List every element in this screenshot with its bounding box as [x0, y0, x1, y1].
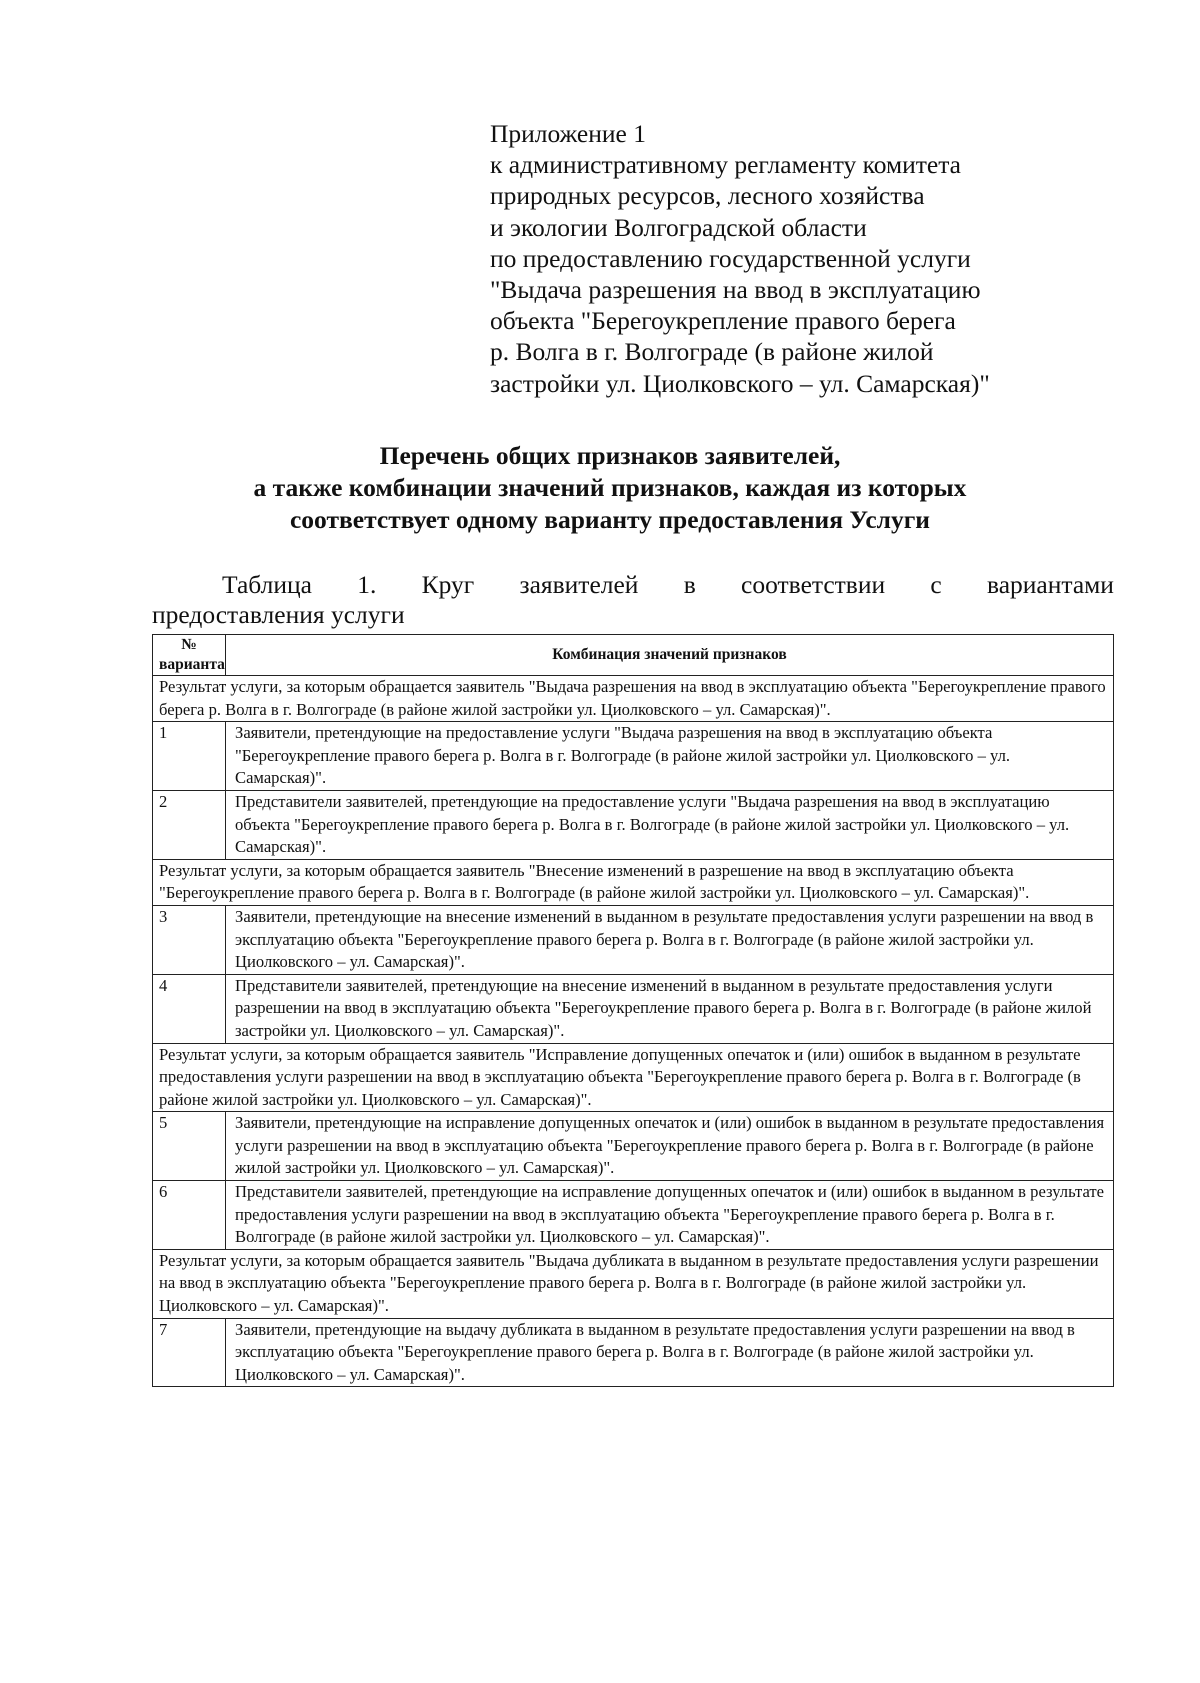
- result-cell: Результат услуги, за которым обращается заявитель "Выдача разрешения на ввод в эксплуатацию объекта "Берегоукрепление правого берега р. Волга в г. Волгограде (в районе жилой застройки ул. Циолковского – ул. Самарская)".: [153, 676, 1114, 722]
- appendix-line: природных ресурсов, лесного хозяйства: [490, 181, 925, 211]
- table-row: [153, 790, 1114, 859]
- variant-description: Заявители, претендующие на внесение изменений в выданном в результате предоставления услуги разрешении на ввод в эксплуатацию объекта "Берегоукрепление правого берега р. Волга в г. Волгограде (в районе жилой застройки ул. Циолковского – ул. Самарская)".: [226, 905, 1114, 974]
- caption-word: в: [683, 570, 696, 599]
- variant-number: 4: [153, 974, 226, 1043]
- applicants-table: [152, 634, 1114, 1387]
- title-line: а также комбинации значений признаков, каждая из которых: [253, 473, 967, 502]
- result-cell: Результат услуги, за которым обращается заявитель "Выдача дубликата в выданном в результате предоставления услуги разрешении на ввод в эксплуатацию объекта "Берегоукрепление правого берега р. Волга в г. Волгограде (в районе жилой застройки ул. Циолковского – ул. Самарская)".: [153, 1249, 1114, 1318]
- variant-number: 2: [153, 790, 226, 859]
- result-row: [153, 1249, 1114, 1318]
- title-line: Перечень общих признаков заявителей,: [379, 441, 841, 470]
- variant-description: Представители заявителей, претендующие на предоставление услуги "Выдача разрешения на ввод в эксплуатацию объекта "Берегоукрепление правого берега р. Волга в г. Волгограде (в районе жилой застройки ул. Циолковского – ул. Самарская)".: [226, 790, 1114, 859]
- appendix-header: [490, 118, 1130, 399]
- caption-word: вариантами: [987, 570, 1114, 599]
- caption-word: Таблица: [222, 570, 312, 599]
- caption-word: с: [930, 570, 942, 599]
- result-cell: Результат услуги, за которым обращается заявитель "Внесение изменений в разрешение на ввод в эксплуатацию объекта "Берегоукрепление правого берега р. Волга в г. Волгограде (в районе жилой застройки ул. Циолковского – ул. Самарская)".: [153, 859, 1114, 905]
- document-title: [150, 440, 1070, 536]
- result-row: [153, 1043, 1114, 1112]
- variant-number: 7: [153, 1318, 226, 1387]
- variant-description: Заявители, претендующие на исправление допущенных опечаток и (или) ошибок в выданном в результате предоставления услуги разрешении на ввод в эксплуатацию объекта "Берегоукрепление правого берега р. Волга в г. Волгограде (в районе жилой застройки ул. Циолковского – ул. Самарская)".: [226, 1112, 1114, 1181]
- table-row: [153, 1181, 1114, 1250]
- variant-number: 6: [153, 1181, 226, 1250]
- appendix-line: к административному регламенту комитета: [490, 150, 962, 180]
- table-row: [153, 1318, 1114, 1387]
- table-row: [153, 974, 1114, 1043]
- result-row: [153, 859, 1114, 905]
- variant-number: 3: [153, 905, 226, 974]
- header-variant-number: № варианта: [153, 635, 226, 676]
- appendix-line: застройки ул. Циолковского – ул. Самарская)": [490, 368, 990, 398]
- variant-description: Представители заявителей, претендующие на внесение изменений в выданном в результате предоставления услуги разрешении на ввод в эксплуатацию объекта "Берегоукрепление правого берега р. Волга в г. Волгограде (в районе жилой застройки ул. Циолковского – ул. Самарская)".: [226, 974, 1114, 1043]
- table-row: [153, 905, 1114, 974]
- appendix-line: р. Волга в г. Волгограде (в районе жилой: [490, 337, 934, 367]
- caption-word: соответствии: [741, 570, 886, 599]
- caption-word: заявителей: [519, 570, 639, 599]
- caption-line-1: [152, 570, 1114, 600]
- caption-line-2: предоставления услуги: [152, 600, 405, 629]
- result-row: [153, 676, 1114, 722]
- title-line: соответствует одному варианту предоставления Услуги: [289, 505, 930, 534]
- appendix-line: и экологии Волгоградской области: [490, 212, 867, 242]
- result-cell: Результат услуги, за которым обращается заявитель "Исправление допущенных опечаток и (или) ошибок в выданном в результате предоставления услуги разрешении на ввод в эксплуатацию объекта "Берегоукрепление правого берега р. Волга в г. Волгограде (в районе жилой застройки ул. Циолковского – ул. Самарская)".: [153, 1043, 1114, 1112]
- variant-number: 1: [153, 722, 226, 791]
- appendix-line: объекта "Берегоукрепление правого берега: [490, 306, 956, 336]
- variant-description: Заявители, претендующие на предоставление услуги "Выдача разрешения на ввод в эксплуатацию объекта "Берегоукрепление правого берега р. Волга в г. Волгограде (в районе жилой застройки ул. Циолковского – ул. Самарская)".: [226, 722, 1114, 791]
- variant-description: Представители заявителей, претендующие на исправление допущенных опечаток и (или) ошибок в выданном в результате предоставления услуги разрешении на ввод в эксплуатацию объекта "Берегоукрепление правого берега р. Волга в г. Волгограде (в районе жилой застройки ул. Циолковского – ул. Самарская)".: [226, 1181, 1114, 1250]
- variant-description: Заявители, претендующие на выдачу дубликата в выданном в результате предоставления услуги разрешении на ввод в эксплуатацию объекта "Берегоукрепление правого берега р. Волга в г. Волгограде (в районе жилой застройки ул. Циолковского – ул. Самарская)".: [226, 1318, 1114, 1387]
- table-row: [153, 1112, 1114, 1181]
- caption-word: Круг: [421, 570, 475, 599]
- appendix-line: по предоставлению государственной услуги: [490, 243, 971, 273]
- variant-number: 5: [153, 1112, 226, 1181]
- header-combination: Комбинация значений признаков: [226, 635, 1114, 676]
- table-row: [153, 722, 1114, 791]
- appendix-line: "Выдача разрешения на ввод в эксплуатацию: [490, 275, 981, 305]
- caption-word: 1.: [357, 570, 377, 599]
- table-caption: [152, 570, 1114, 630]
- appendix-line: Приложение 1: [490, 119, 646, 148]
- table-header-row: [153, 635, 1114, 676]
